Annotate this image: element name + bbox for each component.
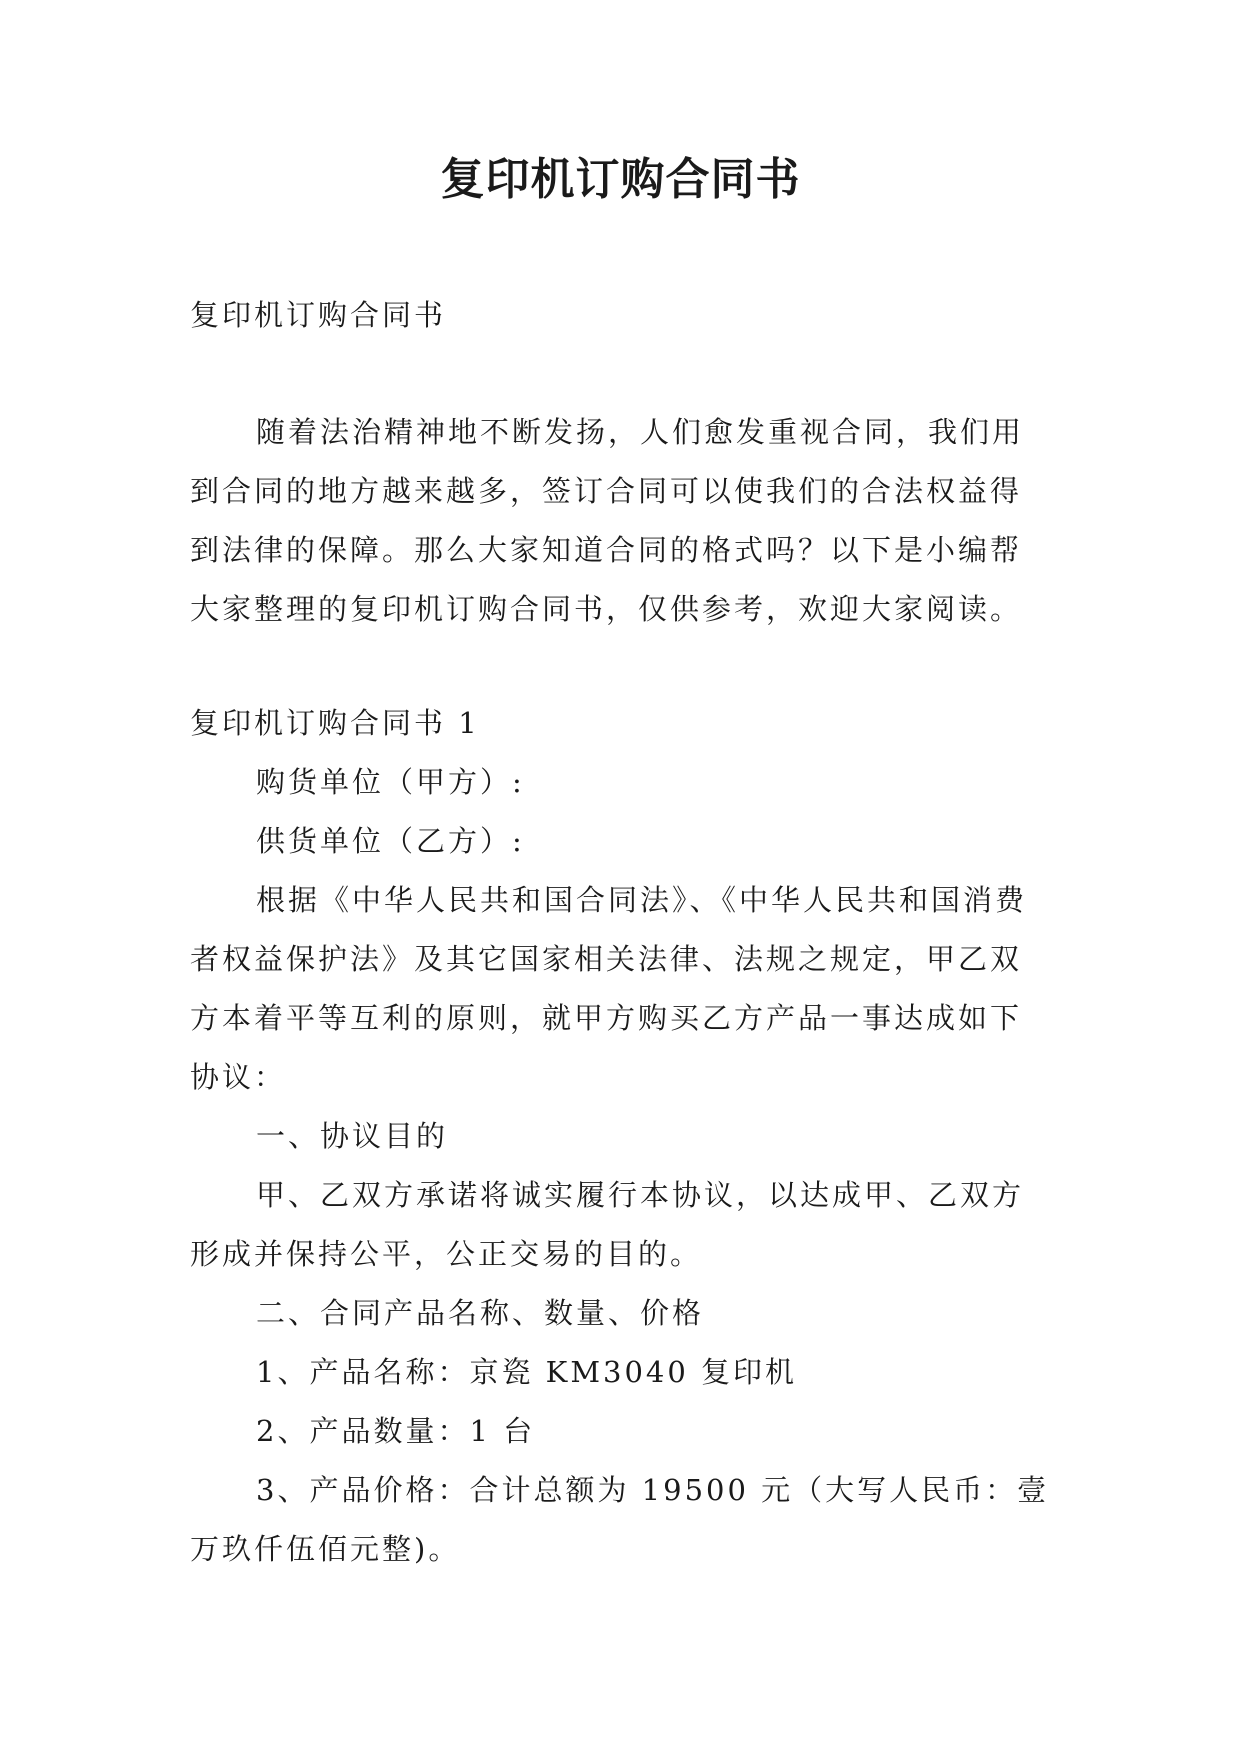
section-1-line: 形成并保持公平，公正交易的目的。 <box>190 1237 703 1271</box>
contract-heading: 复印机订购合同书 1 <box>190 706 480 740</box>
document-subtitle-block <box>190 286 1060 345</box>
basis-line: 方本着平等互利的原则，就甲方购买乙方产品一事达成如下 <box>190 1001 1023 1035</box>
section-2-title: 二、合同产品名称、数量、价格 <box>256 1296 705 1330</box>
seller-line: 供货单位（乙方）: <box>256 824 525 858</box>
contract-section <box>190 694 1060 1579</box>
intro-line: 到法律的保障。那么大家知道合同的格式吗？以下是小编帮 <box>190 533 1023 567</box>
document-title: 复印机订购合同书 <box>440 154 801 205</box>
product-price-line: 万玖仟伍佰元整)。 <box>190 1532 461 1566</box>
intro-line: 到合同的地方越来越多，签订合同可以使我们的合法权益得 <box>190 474 1023 508</box>
basis-line: 协议： <box>190 1060 287 1094</box>
buyer-line: 购货单位（甲方）: <box>256 765 525 799</box>
product-price-line: 3、产品价格：合计总额为 19500 元（大写人民币：壹 <box>256 1473 1050 1507</box>
product-name-line: 1、产品名称：京瓷 KM3040 复印机 <box>256 1355 798 1389</box>
basis-line: 根据《中华人民共和国合同法》、《中华人民共和国消费 <box>256 883 1028 917</box>
document-subtitle: 复印机订购合同书 <box>190 298 447 332</box>
basis-line: 者权益保护法》及其它国家相关法律、法规之规定，甲乙双 <box>190 942 1023 976</box>
intro-paragraph <box>190 403 1060 639</box>
section-1-line: 甲、乙双方承诺将诚实履行本协议，以达成甲、乙双方 <box>256 1178 1025 1212</box>
intro-line: 大家整理的复印机订购合同书，仅供参考，欢迎大家阅读。 <box>190 592 1023 626</box>
section-1-title: 一、协议目的 <box>256 1119 449 1153</box>
intro-line: 随着法治精神地不断发扬，人们愈发重视合同，我们用 <box>256 415 1025 449</box>
product-quantity-line: 2、产品数量：1 台 <box>256 1414 536 1448</box>
